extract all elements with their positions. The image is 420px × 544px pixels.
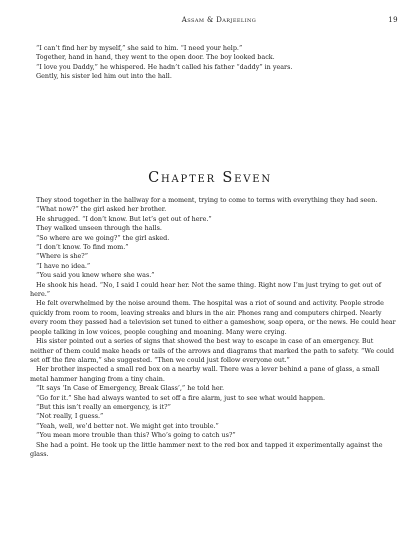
paragraph: “I don’t know. To find mom.”: [36, 243, 129, 252]
paragraph: Gently, his sister led him out into the hall.: [36, 72, 172, 81]
paragraph: “Yeah, well, we’d better not. We might get into trouble.”: [36, 421, 219, 430]
paragraph: “I have no idea.”: [36, 261, 91, 270]
running-head-title: Assam & Darjeeling: [181, 16, 257, 24]
intro-text: [30, 44, 396, 82]
page-number: 19: [388, 16, 398, 24]
paragraph: Together, hand in hand, they went to the open door. The boy looked back.: [36, 53, 275, 62]
paragraph: “Go for it.” She had always wanted to set off a fire alarm, just to see what would happen.: [36, 393, 326, 402]
paragraph: “But this isn’t really an emergency, is it?”: [36, 402, 171, 411]
paragraph: “It says ‘In Case of Emergency, Break Glass’,” he told her.: [36, 384, 225, 393]
paragraph: Her brother inspected a small red box on a nearby wall. There was a lever behind a pane of glass, a small metal hammer hanging from a tiny chain.: [30, 365, 380, 383]
paragraph: He shrugged. “I don’t know. But let’s get out of here.”: [36, 214, 212, 223]
paragraph: He felt overwhelmed by the noise around them. The hospital was a riot of sound and activity. People strode quickly from room to room, leaving streaks and blurs in the air. Phones rang and computers chirped. Nearly every room they passed had a television set tuned to either a gameshow, soap opera, or the news. He could hear people talking in low voices, people coughing and moaning. Many were crying.: [30, 299, 396, 336]
paragraph: His sister pointed out a series of signs that showed the best way to escape in case of an emergency. But neither of them could make heads or tails of the arrows and diagrams that marked the path to safety. “We could set off the fire alarm,” she suggested. “Then we could just follow everyone out.”: [30, 337, 394, 364]
paragraph: “Where is she?”: [36, 252, 89, 261]
paragraph: “What now?” the girl asked her brother.: [36, 205, 167, 214]
paragraph: She had a point. He took up the little hammer next to the red box and tapped it experimentally against the glass.: [30, 440, 383, 458]
paragraph: “You mean more trouble than this? Who’s going to catch us?”: [36, 431, 236, 440]
paragraph: “I love you Daddy,” he whispered. He hadn’t called his father “daddy” in years.: [36, 62, 293, 71]
chapter-body: [30, 196, 396, 459]
paragraph: They stood together in the hallway for a moment, trying to come to terms with everything they had seen.: [36, 196, 378, 204]
paragraph: “You said you knew where she was.”: [36, 271, 155, 280]
paragraph: “Not really, I guess.”: [36, 412, 104, 421]
running-head: [40, 16, 398, 28]
paragraph: They walked unseen through the halls.: [36, 224, 162, 233]
paragraph: He shook his head. “No, I said I could hear her. Not the same thing. Right now I’m just trying to get out of here.”: [30, 280, 382, 299]
chapter-title: Chapter Seven: [148, 170, 272, 186]
paragraph: “I can’t find her by myself,” she said to him. “I need your help.”: [36, 44, 243, 52]
paragraph: “So where are we going?” the girl asked.: [36, 233, 170, 242]
